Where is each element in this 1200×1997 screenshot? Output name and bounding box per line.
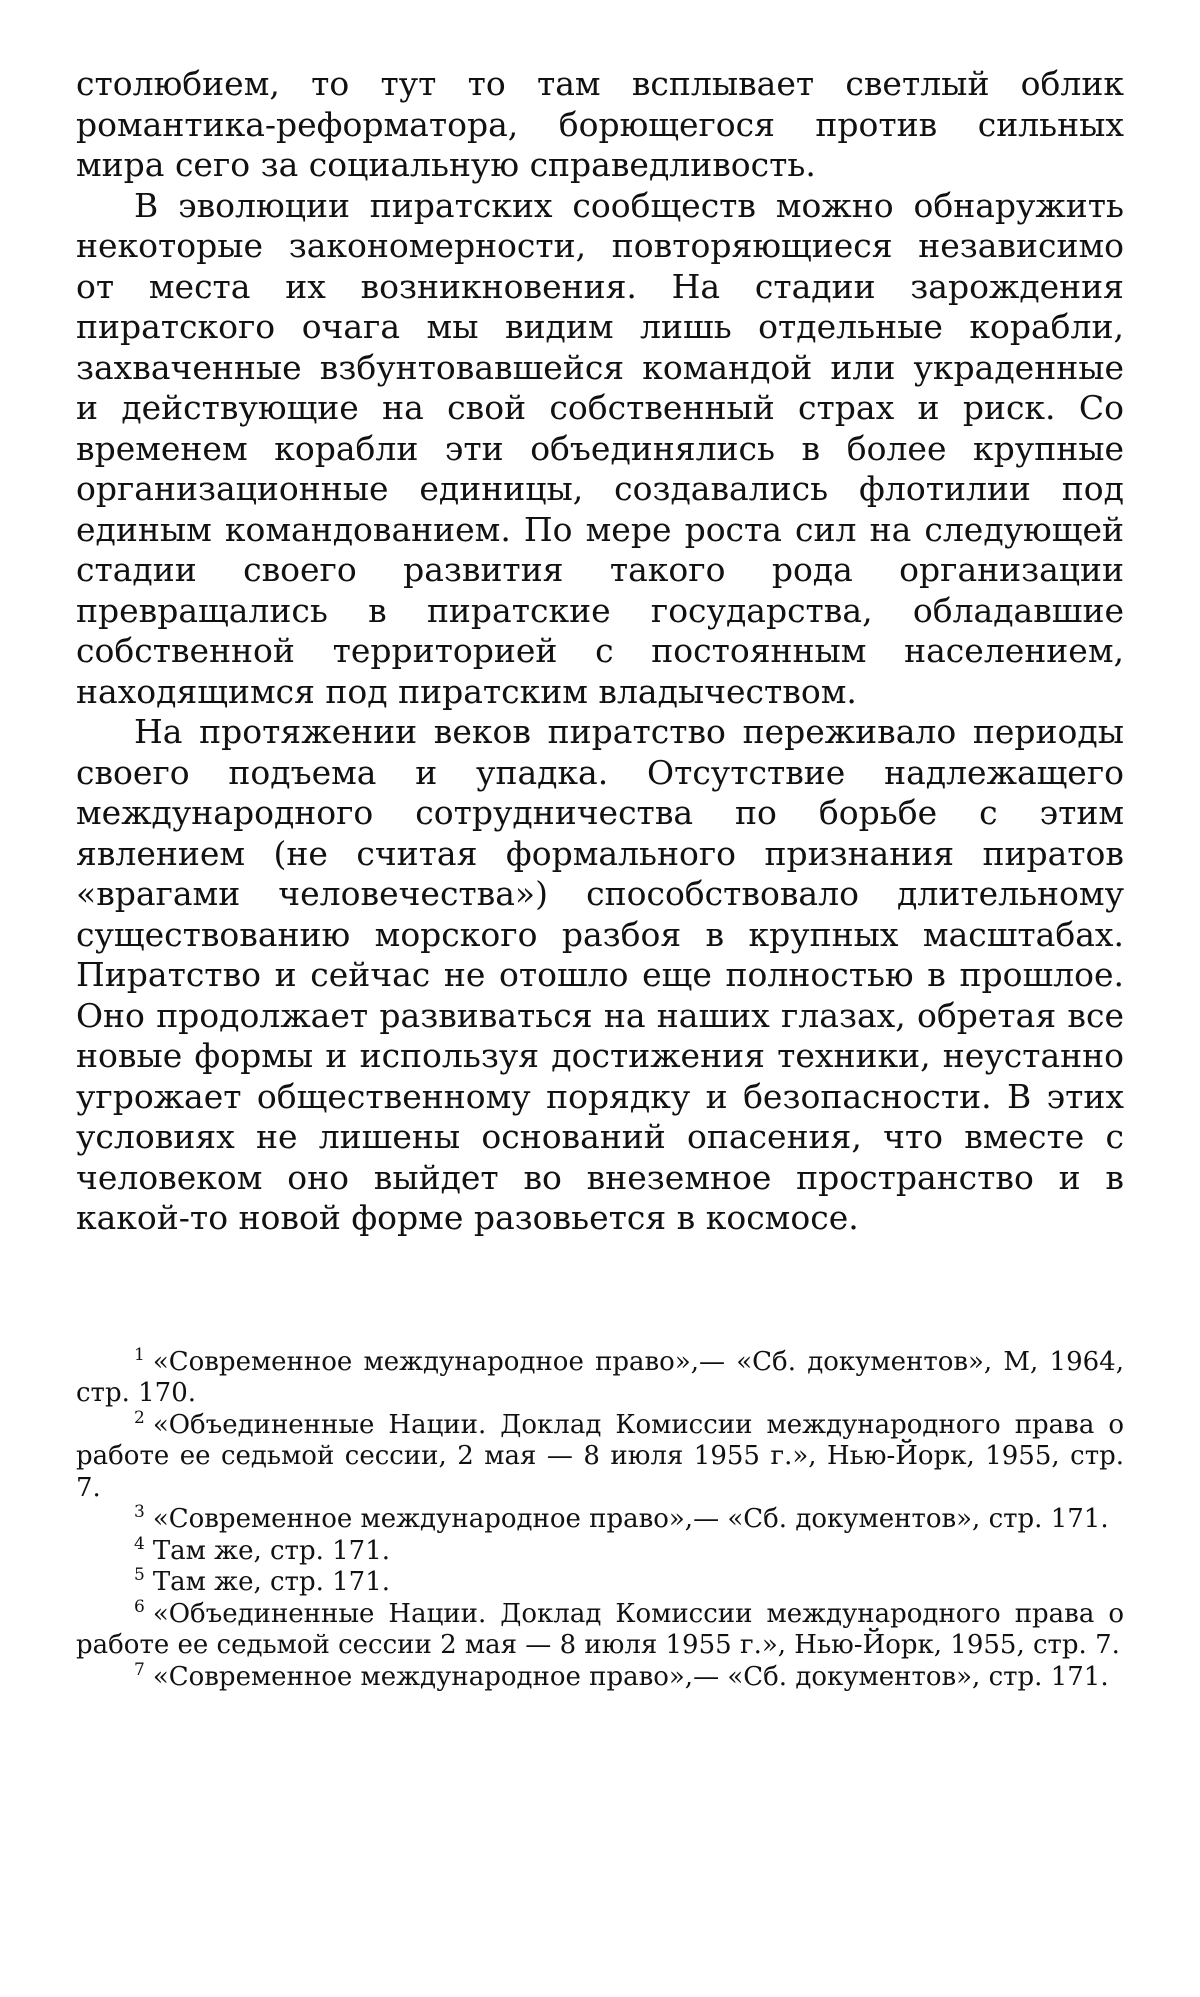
footnote-text: Там же, стр. 171. [152, 1535, 391, 1566]
footnote-text: «Объединенные Нации. Доклад Комиссии международного права о работе ее седьмой сессии 2 мая — 8 июля 1955 г.», Нью-Йорк, 1955, стр. 7. [76, 1598, 1124, 1660]
main-text [76, 64, 1124, 1239]
footnotes [76, 1344, 1124, 1694]
footnote-3 [76, 1504, 1124, 1536]
footnote-number: 1 [134, 1344, 145, 1365]
paragraph-2: В эволюции пиратских сообществ можно обнаружить некоторые закономерности, повторяющиеся независимо от места их возникновения. На стадии зарождения пиратского очага мы видим лишь отдельные корабли, захваченные взбунтовавшейся командой или украденные и действующие на свой собственный страх и риск. Со временем корабли эти объединялись в более крупные организационные единицы, создавались флотилии под единым командованием. По мере роста сил на следующей стадии своего развития такого рода организации превращались в пиратские государства, обладавшие собственной территорией с постоянным населением, находящимся под пиратским владычеством. [76, 185, 1124, 711]
footnote-number: 6 [134, 1596, 145, 1617]
footnote-1 [76, 1344, 1124, 1410]
footnote-text: «Современное международное право»,— «Сб. документов», стр. 171. [152, 1661, 1109, 1692]
footnote-text: «Современное международное право»,— «Сб. документов», стр. 171. [152, 1504, 1109, 1534]
footnote-text: «Объединенные Нации. Доклад Комиссии международного права о работе ее седьмой сессии, 2 мая — 8 июля 1955 г.», Нью-Йорк, 1955, стр. 7. [76, 1409, 1124, 1503]
footnote-number: 4 [134, 1533, 145, 1554]
book-page [76, 64, 1124, 1693]
footnote-number: 2 [134, 1407, 145, 1428]
footnote-2 [76, 1407, 1124, 1505]
footnote-number: 7 [134, 1659, 145, 1680]
footnote-number: 3 [134, 1502, 145, 1522]
footnote-number: 5 [134, 1565, 145, 1585]
paragraph-3: На протяжении веков пиратство переживало периоды своего подъема и упадка. Отсутствие надлежащего международного сотрудничества по борьбе с этим явлением (не считая формального признания пиратов «врагами человечества») способствовало длительному существованию морского разбоя в крупных масштабах. Пиратство и сейчас не отошло еще полностью в прошлое. Оно продолжает развиваться на наших глазах, обретая все новые формы и используя достижения техники, неустанно угрожает общественному порядку и безопасности. В этих условиях не лишены оснований опасения, что вместе с человеком оно выйдет во внеземное пространство и в какой-то новой форме разовьется в космосе. [76, 712, 1124, 1237]
paragraph-1: столюбием, то тут то там всплывает светлый облик романтика-реформатора, борющегося против сильных мира сего за социальную справедливость. [76, 64, 1124, 184]
footnote-text: Там же, стр. 171. [152, 1567, 391, 1597]
footnote-5 [76, 1567, 1124, 1599]
footnote-text: «Современное международное право»,— «Сб. документов», М, 1964, стр. 170. [76, 1346, 1124, 1408]
footnote-4 [76, 1533, 1124, 1568]
footnote-6 [76, 1596, 1124, 1662]
footnote-7 [76, 1659, 1124, 1694]
